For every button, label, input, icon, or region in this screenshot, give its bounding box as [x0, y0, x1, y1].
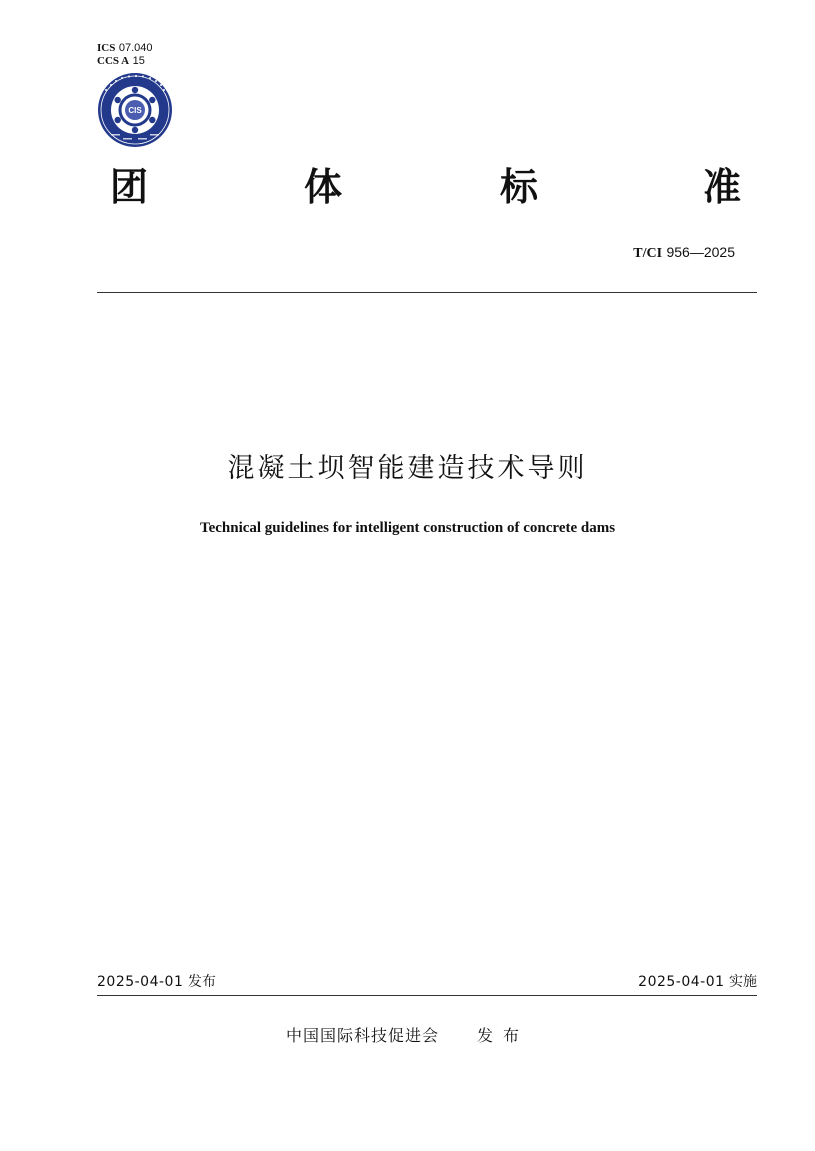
- ccs-label: CCS A: [97, 55, 130, 67]
- logo-center-text: CIS: [128, 106, 142, 115]
- implementation-date: 2025-04-01: [638, 974, 725, 990]
- ccs-code: [97, 55, 145, 67]
- implementation-label: 实施: [729, 974, 757, 990]
- bottom-divider: [97, 995, 757, 996]
- ics-value: 07.040: [118, 42, 153, 54]
- publisher-line: [0, 1023, 815, 1046]
- standard-type-char-4: 准: [703, 165, 742, 209]
- issue-date: 2025-04-01: [97, 974, 184, 990]
- standard-type-char-2: 体: [304, 165, 343, 209]
- ccs-value: 15: [132, 55, 145, 67]
- standard-number-prefix: T/CI: [633, 246, 663, 261]
- top-divider: [97, 292, 757, 293]
- title-chinese: 混凝土坝智能建造技术导则: [227, 453, 588, 484]
- standard-number-value: 956—2025: [666, 244, 735, 260]
- publisher-organization: 中国国际科技促进会: [285, 1026, 439, 1045]
- organization-seal-icon: [97, 72, 173, 148]
- organization-logo: [97, 72, 173, 148]
- ics-code: [97, 42, 153, 54]
- publisher-action: 发布: [477, 1026, 530, 1045]
- standard-number: [633, 244, 735, 262]
- title-english: Technical guidelines for intelligent construction of concrete dams: [199, 520, 616, 536]
- issue-date-line: [97, 971, 216, 991]
- implementation-date-line: [638, 971, 757, 991]
- standard-type-char-1: 团: [110, 165, 149, 209]
- issue-label: 发布: [187, 974, 216, 990]
- ics-label: ICS: [97, 42, 116, 54]
- standard-type-char-3: 标: [500, 165, 539, 209]
